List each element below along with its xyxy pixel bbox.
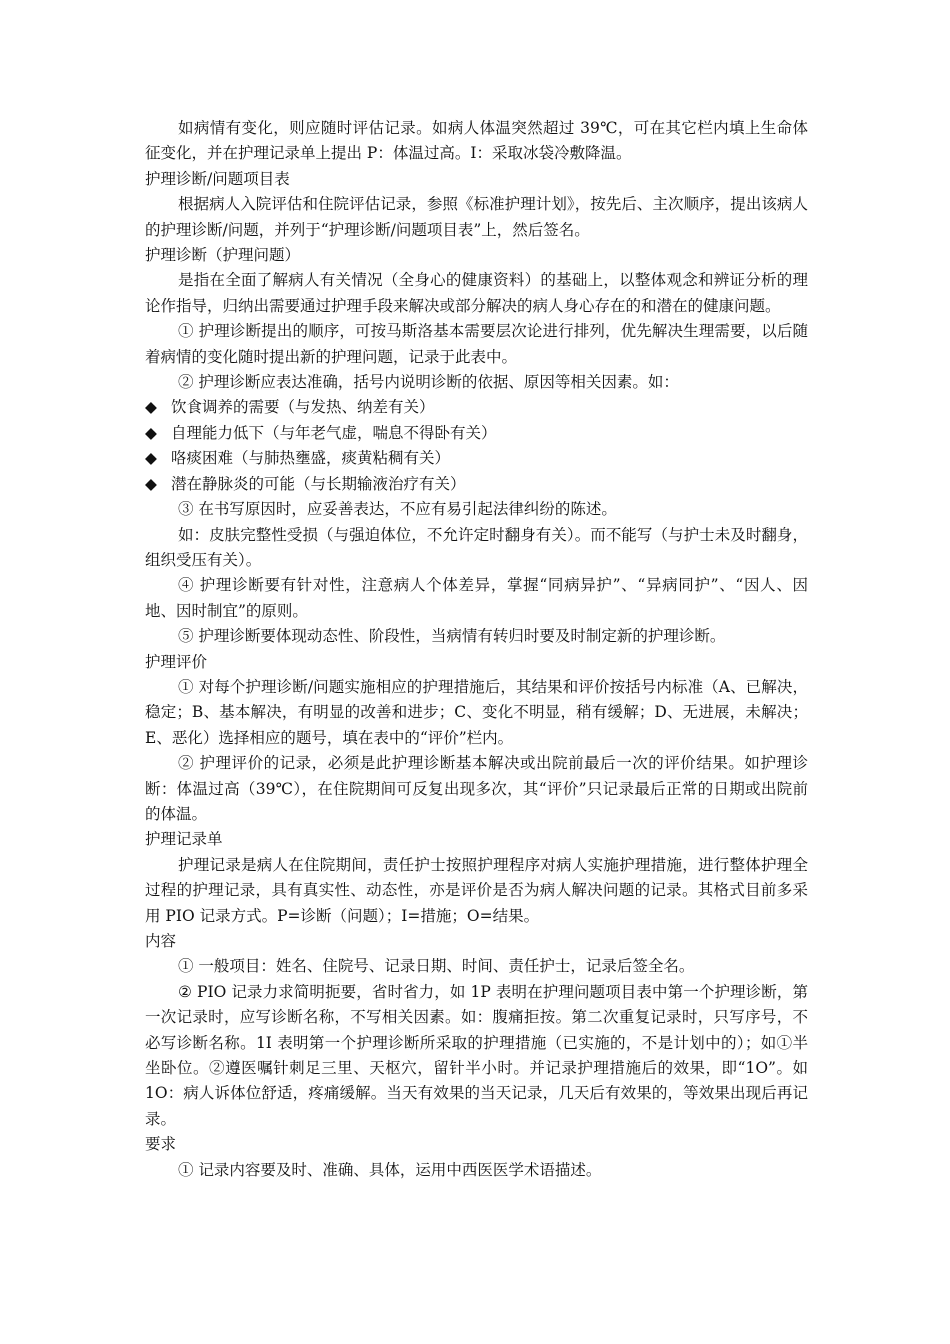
body-paragraph: 如病情有变化，则应随时评估记录。如病人体温突然超过 39℃，可在其它栏内填上生命体征变化，并在护理记录单上提出 P：体温过高。I：采取冰袋冷敷降温。 <box>145 119 808 163</box>
body-paragraph: ② PIO 记录力求简明扼要，省时省力，如 1P 表明在护理问题项目表中第一个护理诊断，第一次记录时，应写诊断名称，不写相关因素。如：腹痛拒按。第二次重复记录时，只写序号，不必写诊断名称。1I 表明第一个护理诊断所采取的护理措施（已实施的，不是计划中的）；如①半坐卧位。②遵医嘱针刺足三里、天枢穴，留针半小时。并记录护理措施后的效果，即“1O”。如 1O：病人诉体位舒适，疼痛缓解。当天有效果的当天记录，几天后有效果的，等效果出现后再记录。 <box>145 982 808 1128</box>
bullet-text: 自理能力低下（与年老气虚，喘息不得卧有关） <box>171 423 497 442</box>
body-paragraph: ① 记录内容要及时、准确、具体，运用中西医医学术语描述。 <box>178 1160 602 1179</box>
document-body <box>145 116 808 1183</box>
section-heading: 护理评价 <box>145 652 208 671</box>
bullet-text: 咯痰困难（与肺热壅盛，痰黄粘稠有关） <box>171 449 451 468</box>
body-paragraph: ③ 在书写原因时，应妥善表达，不应有易引起法律纠纷的陈述。 <box>178 500 617 519</box>
diamond-bullet-icon: ◆ <box>145 398 157 417</box>
body-paragraph: ② 护理诊断应表达准确，括号内说明诊断的依据、原因等相关因素。如： <box>178 373 679 392</box>
body-paragraph: 是指在全面了解病人有关情况（全身心的健康资料）的基础上，以整体观念和辨证分析的理论作指导，归纳出需要通过护理手段来解决或部分解决的病人身心存在的和潜在的健康问题。 <box>145 271 808 315</box>
body-paragraph: ① 一般项目：姓名、住院号、记录日期、时间、责任护士，记录后签全名。 <box>178 957 695 976</box>
diamond-bullet-icon: ◆ <box>145 474 157 493</box>
section-heading: 护理记录单 <box>145 830 223 849</box>
section-heading: 护理诊断/问题项目表 <box>145 169 290 188</box>
body-paragraph: 如：皮肤完整性受损（与强迫体位，不允许定时翻身有关）。而不能写（与护士未及时翻身，组织受压有关）。 <box>145 525 808 569</box>
bullet-item <box>145 395 808 420</box>
body-paragraph: ④ 护理诊断要有针对性，注意病人个体差异，掌握“同病异护”、“异病同护”、“因人、因地、因时制宜”的原则。 <box>145 576 808 620</box>
body-paragraph: ⑤ 护理诊断要体现动态性、阶段性，当病情有转归时要及时制定新的护理诊断。 <box>178 627 726 646</box>
bullet-text: 潜在静脉炎的可能（与长期输液治疗有关） <box>171 474 466 493</box>
section-heading: 内容 <box>145 932 177 950</box>
bullet-item <box>145 446 808 471</box>
section-heading: 要求 <box>145 1135 177 1154</box>
body-paragraph: 护理记录是病人在住院期间，责任护士按照护理程序对病人实施护理措施，进行整体护理全过程的护理记录，具有真实性、动态性，亦是评价是否为病人解决问题的记录。其格式目前多采用 PIO 记录方式。P=诊断（问题）；I=措施；O=结果。 <box>145 855 808 925</box>
bullet-text: 饮食调养的需要（与发热、纳差有关） <box>171 398 435 417</box>
section-heading: 护理诊断（护理问题） <box>145 246 301 265</box>
body-paragraph: ① 护理诊断提出的顺序，可按马斯洛基本需要层次论进行排列，优先解决生理需要，以后随着病情的变化随时提出新的护理问题，记录于此表中。 <box>145 322 808 366</box>
diamond-bullet-icon: ◆ <box>145 449 157 468</box>
body-paragraph: ② 护理评价的记录，必须是此护理诊断基本解决或出院前最后一次的评价结果。如护理诊断：体温过高（39℃），在住院期间可反复出现多次，其“评价”只记录最后正常的日期或出院前的体温。 <box>145 754 808 823</box>
bullet-item <box>145 472 808 497</box>
bullet-item <box>145 421 808 446</box>
body-paragraph: ① 对每个护理诊断/问题实施相应的护理措施后，其结果和评价按括号内标准（A、已解决，稳定；B、基本解决，有明显的改善和进步；C、变化不明显，稍有缓解；D、无进展，未解决；E、恶化）选择相应的题号，填在表中的“评价”栏内。 <box>145 677 808 747</box>
body-paragraph: 根据病人入院评估和住院评估记录，参照《标准护理计划》，按先后、主次顺序，提出该病人的护理诊断/问题，并列于“护理诊断/问题项目表”上，然后签名。 <box>145 195 808 239</box>
diamond-bullet-icon: ◆ <box>145 423 157 442</box>
